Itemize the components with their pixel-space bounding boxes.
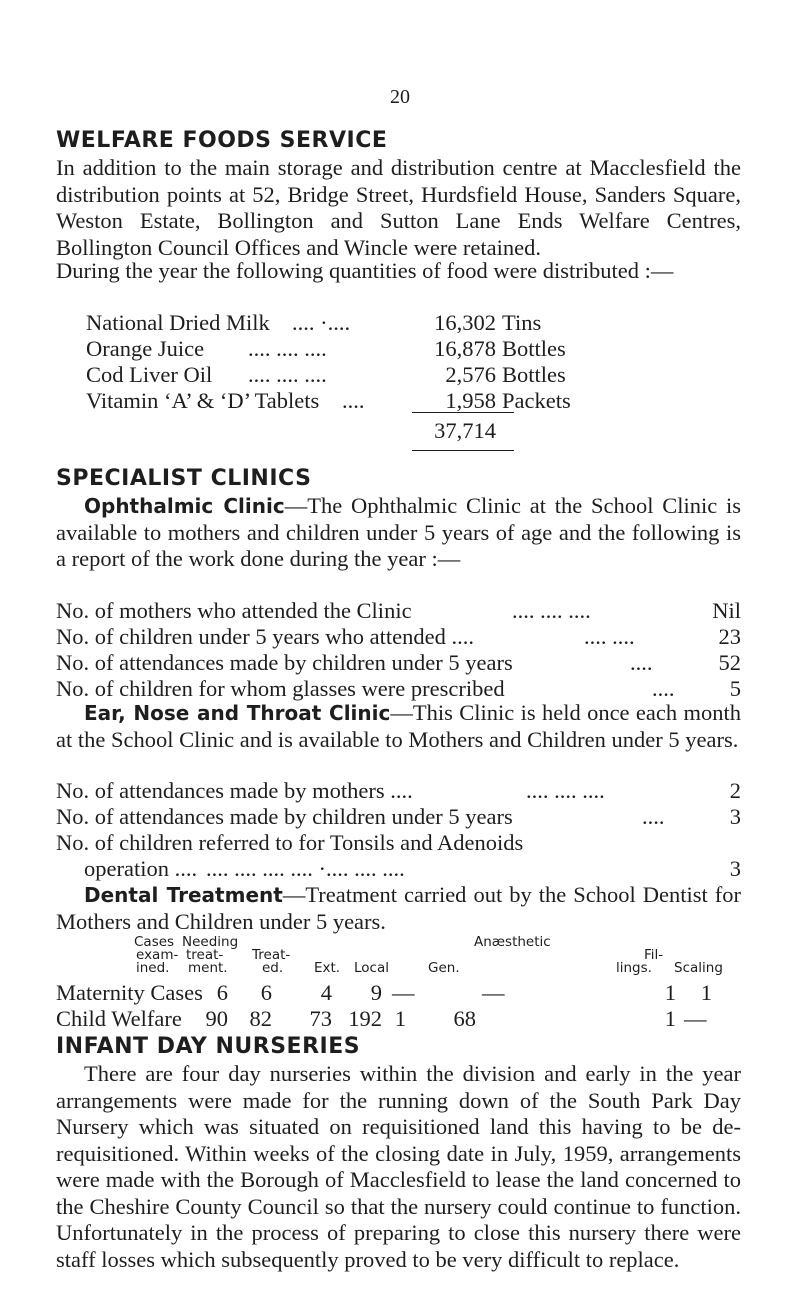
food-item-unit: Tins <box>502 310 542 335</box>
food-item-name: Cod Liver Oil <box>86 362 213 387</box>
dental-header-cell: Ext. <box>314 960 341 976</box>
ophthalmic-row-dots: .... .... .... <box>512 598 591 623</box>
dental-header-cell: treat- <box>186 947 224 963</box>
food-item-name: National Dried Milk <box>86 310 270 335</box>
dental-header-cell: Fil- <box>644 947 664 963</box>
ent-row-value: 3 <box>729 804 741 829</box>
welfare-distributed-paragraph: During the year the following quantities of food were distributed :— <box>56 258 674 283</box>
dental-row-label: Maternity Cases <box>56 980 203 1005</box>
ophthalmic-row-label: No. of children under 5 years who attended .... <box>56 624 474 649</box>
dental-header-cell: Scaling <box>674 960 723 976</box>
dental-cell: 6 <box>260 980 272 1005</box>
dental-cell: 68 <box>453 1006 476 1031</box>
food-item-quantity: 16,302 <box>434 310 496 335</box>
specialist-heading: SPECIALIST CLINICS <box>56 466 312 491</box>
ophthalmic-row-dots: .... .... <box>584 624 635 649</box>
ent-row-dots: .... .... .... .... ·.... .... .... <box>206 856 405 881</box>
food-item-quantity: 1,958 <box>445 388 496 413</box>
dental-header-cell: Needing <box>182 934 239 950</box>
food-item <box>86 310 270 337</box>
dental-header-cell: lings. <box>616 960 652 976</box>
food-item-dots: .... <box>342 388 365 413</box>
ent-row-label: operation .... <box>84 856 198 881</box>
dental-cell: 192 <box>348 1006 382 1031</box>
ent-row-label: No. of attendances made by children under 5 years <box>56 804 513 829</box>
dental-cell: 82 <box>249 1006 272 1031</box>
nurseries-heading: INFANT DAY NURSERIES <box>56 1034 361 1059</box>
ent-row-dots: .... .... .... <box>526 778 605 803</box>
dental-cell: — <box>482 980 505 1005</box>
ent-row-label: No. of attendances made by mothers .... <box>56 778 413 803</box>
dental-header-cell: Anæsthetic <box>474 934 551 950</box>
ent-row-dots: .... <box>642 804 665 829</box>
dental-row-label: Child Welfare <box>56 1006 182 1031</box>
dental-cell: — <box>684 1006 707 1031</box>
total-top-rule <box>412 412 514 413</box>
ent-paragraph <box>56 700 741 753</box>
dental-cell: 1 <box>394 1006 406 1031</box>
page-number: 20 <box>390 86 410 108</box>
dental-cell: 90 <box>205 1006 228 1031</box>
food-item-unit: Bottles <box>502 362 566 387</box>
dental-cell: 6 <box>216 980 228 1005</box>
dental-cell: 1 <box>664 980 676 1005</box>
ophthalmic-title: Ophthalmic Clinic <box>84 494 285 518</box>
food-item-quantity: 16,878 <box>434 336 496 361</box>
ophthalmic-paragraph <box>56 493 741 573</box>
ophthalmic-row-value: 5 <box>729 676 741 701</box>
ophthalmic-row-label: No. of mothers who attended the Clinic <box>56 598 412 623</box>
ent-title: Ear, Nose and Throat Clinic <box>84 701 391 725</box>
dental-header-cell: ined. <box>136 960 170 976</box>
ent-row-label: No. of children referred to for Tonsils and Adenoids <box>56 830 524 855</box>
ent-text: —This Clinic is held once each month at the School Clinic and is available to Mothers and Children under 5 years. <box>56 700 741 752</box>
ophthalmic-row-value: Nil <box>712 598 741 623</box>
dental-header-cell: ment. <box>188 960 228 976</box>
dental-header-cell: Local <box>354 960 389 976</box>
total-bottom-rule <box>412 450 514 451</box>
ophthalmic-row-label: No. of attendances made by children under 5 years <box>56 650 513 675</box>
ophthalmic-row-value: 52 <box>718 650 741 675</box>
food-item <box>86 336 204 363</box>
dental-cell: 1 <box>664 1006 676 1031</box>
dental-cell: 4 <box>320 980 332 1005</box>
ophthalmic-row-dots: .... <box>630 650 653 675</box>
food-item-quantity: 2,576 <box>445 362 496 387</box>
food-item <box>86 362 212 389</box>
ophthalmic-row-label: No. of children for whom glasses were prescribed <box>56 676 505 701</box>
ophthalmic-row-value: 23 <box>718 624 741 649</box>
food-item-dots: .... .... .... <box>248 336 327 361</box>
nurseries-paragraph: There are four day nurseries within the division and early in the year arrangements were made for the running down of the South Park Day Nursery which was situated on requisitioned land this having to be de-requisitioned. Within weeks of the closing date in July, 1959, arrangements were made with the Borough of Macclesfield to lease the land concerned to the Cheshire County Council so that the nursery could continue to function. Unfortunately in the process of preparing to close this nursery there were staff losses which subsequently proved to be very difficult to replace. <box>56 1061 741 1272</box>
dental-title: Dental Treatment <box>84 883 283 907</box>
food-item-dots: .... ·.... <box>292 310 351 335</box>
dental-text: —Treatment carried out by the School Dentist for Mothers and Children under 5 years. <box>56 882 741 934</box>
ent-row-value: 3 <box>729 856 741 881</box>
dental-cell: 1 <box>700 980 712 1005</box>
dental-cell: 73 <box>309 1006 332 1031</box>
food-item-unit: Bottles <box>502 336 566 361</box>
welfare-intro-paragraph: In addition to the main storage and distribution centre at Macclesfield the distribution points at 52, Bridge Street, Hurdsfield House, Sanders Square, Weston Estate, Bollington and Sutton Lane Ends Welfare Centres, Bollington Council Offices and Wincle were retained. <box>56 155 741 260</box>
food-total: 37,714 <box>434 418 496 443</box>
dental-cell: — <box>392 980 415 1005</box>
food-item <box>86 388 319 415</box>
ent-row-value: 2 <box>729 778 741 803</box>
dental-cell: 9 <box>370 980 382 1005</box>
ophthalmic-text: —The Ophthalmic Clinic at the School Clinic is available to mothers and children under 5 years of age and the following is a report of the work done during the year :— <box>56 493 741 571</box>
food-item-name: Vitamin ‘A’ & ‘D’ Tablets <box>86 388 320 413</box>
dental-header-cell: exam- <box>136 947 179 963</box>
ophthalmic-row-dots: .... <box>652 676 675 701</box>
food-item-name: Orange Juice <box>86 336 205 361</box>
dental-header-cell: ed. <box>262 960 284 976</box>
food-item-dots: .... .... .... <box>248 362 327 387</box>
dental-header-cell: Cases <box>134 934 175 950</box>
food-item-unit: Packets <box>502 388 571 413</box>
dental-header-cell: Gen. <box>428 960 460 976</box>
dental-header-cell: Treat- <box>252 947 291 963</box>
dental-paragraph <box>56 882 741 935</box>
welfare-heading: WELFARE FOODS SERVICE <box>56 128 388 153</box>
